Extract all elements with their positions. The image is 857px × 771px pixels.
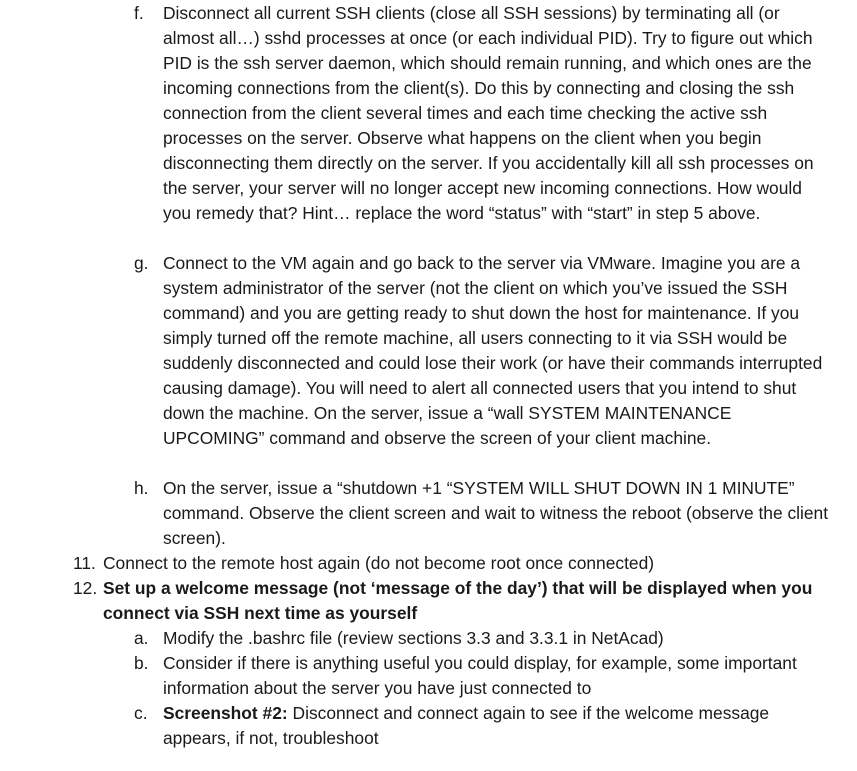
list-item-b [134,651,834,701]
list-item-f [134,1,834,226]
list-marker: a. [134,628,149,648]
screenshot-instruction: Disconnect and connect again to see if the welcome message appears, if not, troubleshoot [163,703,770,748]
list-item-h [134,476,834,551]
list-item-text: Connect to the remote host again (do not become root once connected) [103,553,655,573]
list-item-text: On the server, issue a “shutdown +1 “SYSTEM WILL SHUT DOWN IN 1 MINUTE” command. Observe the client screen and wait to witness the reboot (observe the client screen). [163,478,829,548]
list-marker: 11. [73,553,96,573]
list-item-text: Set up a welcome message (not ‘message of the day’) that will be displayed when you connect via SSH next time as yourself [103,578,813,623]
list-item-a [134,626,834,651]
list-item-g [134,251,834,451]
list-item-c [134,701,834,751]
list-marker: b. [134,653,149,673]
list-item-text: Connect to the VM again and go back to the server via VMware. Imagine you are a system administrator of the server (not the client on which you’ve issued the SSH command) and you are getting ready to shut down the host for maintenance. If you simply turned off the remote machine, all users connecting to it via SSH would be suddenly disconnected and could lose their work (or have their commands interrupted causing damage). You will need to alert all connected users that you intend to shut down the machine. On the server, issue a “wall SYSTEM MAINTENANCE UPCOMING” command and observe the screen of your client machine. [163,253,823,448]
list-marker: 12. [73,578,98,598]
list-item-12 [73,576,833,626]
list-item-text [163,701,834,751]
screenshot-label: Screenshot #2: [163,703,288,723]
list-marker: h. [134,478,149,498]
list-item-text: Modify the .bashrc file (review sections 3.3 and 3.3.1 in NetAcad) [163,628,664,648]
list-item-text: Consider if there is anything useful you could display, for example, some important information about the server you have just connected to [163,653,797,698]
list-marker: f. [134,3,144,23]
list-marker: c. [134,703,148,723]
list-item-11 [73,551,833,576]
list-item-text: Disconnect all current SSH clients (close all SSH sessions) by terminating all (or almost all…) sshd processes at once (or each individual PID). Try to figure out which PID is the ssh server daemon, which should remain running, and which ones are the incoming connections from the client(s). Do this by connecting and closing the ssh connection from the client several times and each time checking the active ssh processes on the server. Observe what happens on the client when you begin disconnecting them directly on the server. If you accidentally kill all ssh processes on the server, your server will no longer accept new incoming connections. How would you remedy that? Hint… replace the word “status” with “start” in step 5 above. [163,3,814,223]
list-marker: g. [134,253,149,273]
